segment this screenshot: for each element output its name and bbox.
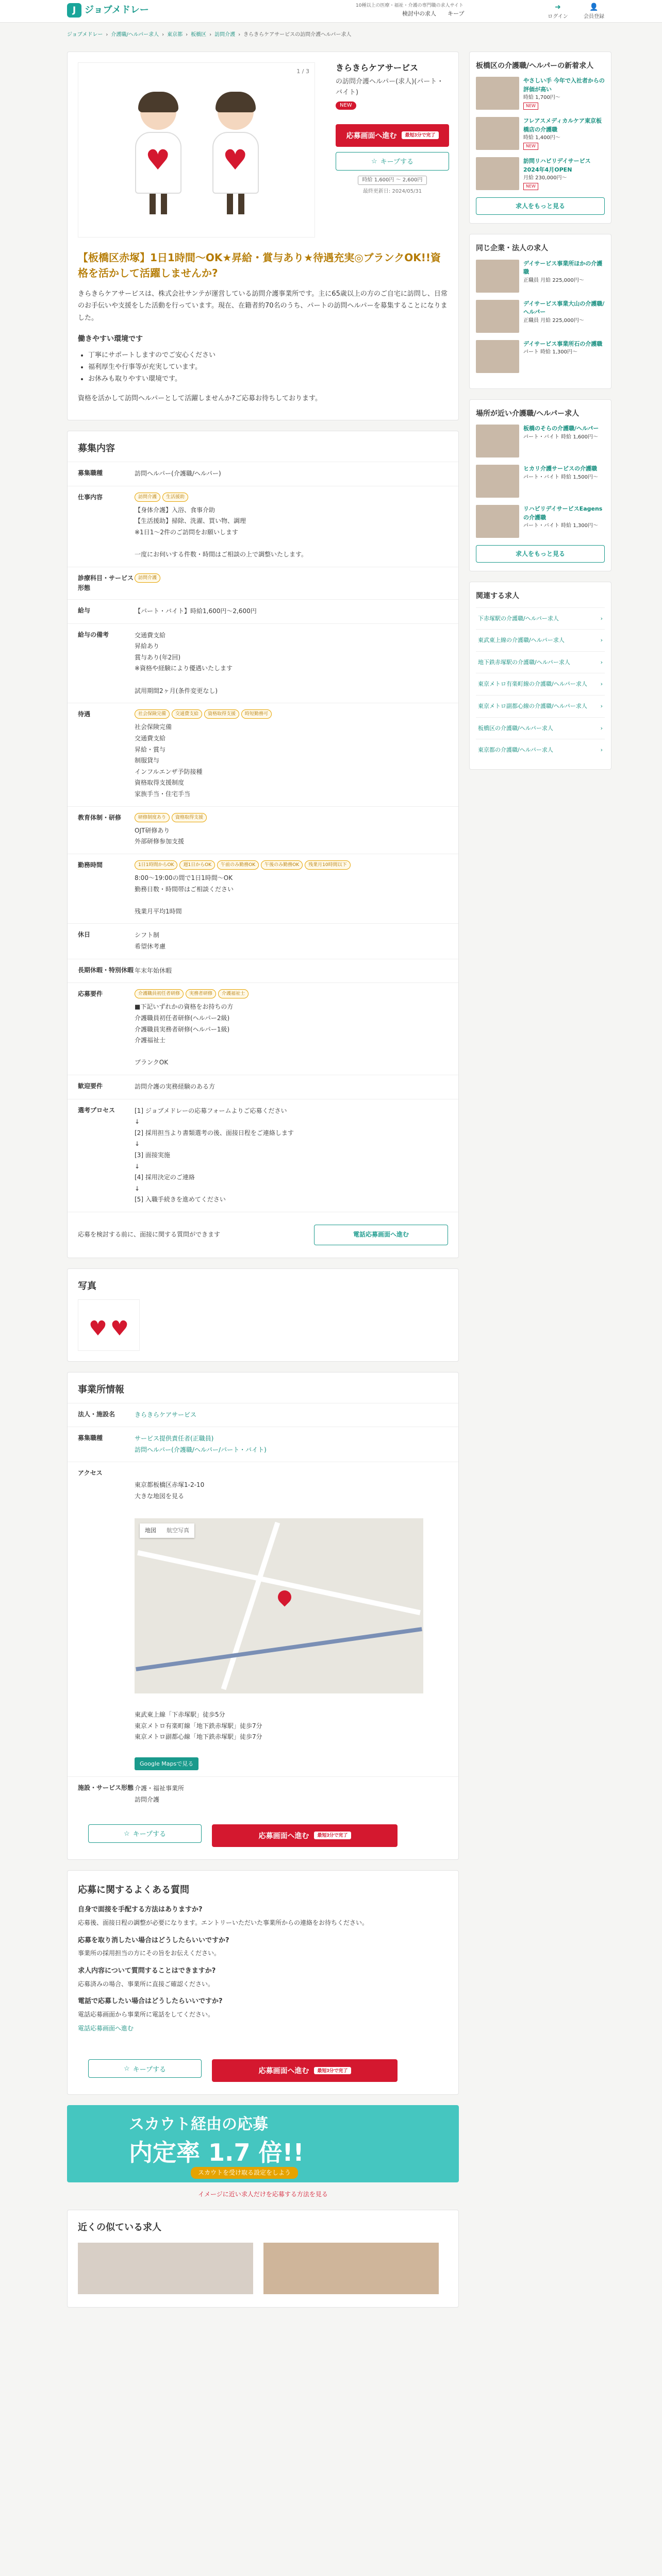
faq-title: 応募に関するよくある質問 bbox=[78, 1884, 189, 1895]
chevron-right-icon: › bbox=[600, 747, 603, 754]
row-key: 仕事内容 bbox=[78, 493, 103, 501]
feature-tag: 時短勤務可 bbox=[241, 709, 272, 719]
row-key: アクセス bbox=[78, 1469, 103, 1477]
recruit-title: 募集内容 bbox=[78, 443, 115, 454]
side-new-jobs bbox=[469, 52, 611, 224]
similar-title: 近くの似ている求人 bbox=[78, 2222, 161, 2233]
related-label: 地下鉄赤塚駅の介護職/ヘルパー求人 bbox=[478, 658, 570, 666]
row-key: 給与の備考 bbox=[78, 631, 109, 638]
keep-button[interactable] bbox=[88, 1824, 202, 1843]
access-lines: 東武東上線「下赤塚駅」徒歩5分 東京メトロ有楽町線「地下鉄赤塚駅」徒歩7分 東京メトロ副都心線「地下鉄赤塚駅」徒歩7分 bbox=[135, 1711, 262, 1741]
side-near-title: 場所が近い介護職/ヘルパー求人 bbox=[476, 409, 580, 418]
recruit-row bbox=[68, 486, 458, 567]
chevron-right-icon: › bbox=[600, 637, 603, 644]
feature-tag: 午後のみ勤務OK bbox=[261, 860, 303, 870]
row-value: 訪問ヘルパー(介護職/ヘルパー) bbox=[135, 469, 221, 477]
feature-tag: 1日1時間からOK bbox=[135, 860, 177, 870]
side-job-tag: NEW bbox=[523, 103, 538, 110]
logo-text: ジョブメドレー bbox=[85, 5, 149, 15]
login-button[interactable] bbox=[541, 2, 574, 21]
address: 東京都板橋区赤塚1-2-10 大きな地図を見る bbox=[135, 1481, 205, 1500]
service-value: 介護・福祉事業所 訪問介護 bbox=[135, 1785, 185, 1804]
faq-answer: 応募済みの場合、事業所に直接ご確認ください。 bbox=[78, 1980, 214, 1988]
row-value-cell bbox=[135, 813, 448, 848]
photos-title: 写真 bbox=[78, 1280, 96, 1292]
catch-points bbox=[88, 349, 448, 385]
feature-tag: 午前のみ勤務OK bbox=[217, 860, 259, 870]
feature-tag: 訪問介護 bbox=[135, 493, 160, 502]
job-photo[interactable] bbox=[78, 62, 315, 238]
side-job-item[interactable] bbox=[476, 117, 605, 150]
row-value: 社会保険完備 交通費支給 昇給・賞与 制服貸与 インフルエンザ予防接種 資格取得支援制度 家族手当・住宅手当 bbox=[135, 723, 203, 798]
row-value-cell bbox=[135, 930, 448, 952]
side-job-salary: 時給 1,400円〜 bbox=[523, 135, 560, 141]
recruit-row bbox=[68, 959, 458, 983]
salary-pill: 時給 1,600円 〜 2,600円 bbox=[358, 176, 427, 185]
side-job-item[interactable] bbox=[476, 425, 605, 457]
feature-tag: 介護職員初任者研修 bbox=[135, 989, 184, 998]
row-value-cell bbox=[135, 860, 448, 918]
faq-question: 求人内容について質問することはできますか? bbox=[78, 1967, 216, 1975]
banner-line1: スカウト経由の応募 bbox=[129, 2115, 268, 2133]
side-job-thumb bbox=[476, 117, 519, 150]
office-row bbox=[68, 1776, 458, 1811]
related-link[interactable] bbox=[476, 695, 605, 717]
row-key: 長期休暇・特別休暇 bbox=[78, 966, 134, 974]
row-key: 募集職種 bbox=[78, 469, 103, 477]
side-job-thumb bbox=[476, 157, 519, 190]
user-icon: 👤 bbox=[589, 3, 599, 11]
related-label: 下赤塚駅の介護職/ヘルパー求人 bbox=[478, 615, 559, 622]
tel-row bbox=[68, 1212, 458, 1258]
star-icon: ☆ bbox=[123, 2064, 130, 2072]
apply-button[interactable] bbox=[212, 1824, 398, 1847]
recruit-row bbox=[68, 1099, 458, 1212]
row-key: 診療科目・サービス形態 bbox=[78, 574, 134, 591]
catch-point: • 丁寧にサポートしますのでご安心ください bbox=[88, 349, 448, 361]
row-key: 教育体制・研修 bbox=[78, 814, 122, 821]
row-value: [1] ジョブメドレーの応募フォームよりご応募ください ↓ [2] 採用担当より書類選考の後、面接日程をご連絡します ↓ [3] 面接実施 ↓ [4] 採用決定のご連絡 ↓ [5] 入職手続きを進めてください bbox=[135, 1107, 294, 1204]
new-badge: NEW bbox=[336, 101, 356, 110]
recruit-row bbox=[68, 623, 458, 703]
related-link[interactable] bbox=[476, 673, 605, 695]
breadcrumb-current: きらきらケアサービスの訪問介護ヘルパー求人 bbox=[243, 32, 352, 38]
side-job-info bbox=[523, 260, 605, 293]
similar-job-thumb[interactable] bbox=[78, 2243, 253, 2294]
side-job-title[interactable]: やさしい手 今年で入社者からの評価が高い bbox=[523, 77, 605, 93]
side-job-thumb bbox=[476, 260, 519, 293]
faq-answer: 電話応募画面から事業所に電話をしてください。 bbox=[78, 2010, 214, 2018]
chevron-right-icon: › bbox=[600, 681, 603, 688]
tel-apply-button[interactable]: 電話応募画面へ進む bbox=[314, 1225, 448, 1245]
row-key: 法人・施設名 bbox=[78, 1410, 115, 1418]
feature-tag: 社会保険完備 bbox=[135, 709, 170, 719]
side-job-info bbox=[523, 465, 605, 498]
row-value: シフト制 希望休考慮 bbox=[135, 931, 166, 951]
side-near-jobs bbox=[469, 399, 611, 571]
recruit-section bbox=[67, 431, 459, 1258]
side-job-tag: NEW bbox=[523, 143, 538, 150]
apply-label: 応募画面へ進む bbox=[346, 131, 397, 140]
catch-end: 資格を活かして訪問ヘルパーとして活躍しませんか?ご応募お待ちしております。 bbox=[78, 394, 322, 402]
side-job-title[interactable]: フレアスメディカルケア東京板橋店の介護職 bbox=[523, 117, 602, 133]
row-value-cell bbox=[135, 468, 448, 480]
tag-list bbox=[135, 573, 448, 583]
faq-answer: 事業所の採用担当の方にその旨をお伝えください。 bbox=[78, 1950, 221, 1957]
photos-section bbox=[67, 1268, 459, 1362]
recruit-row bbox=[68, 462, 458, 486]
side-job-info bbox=[523, 505, 605, 538]
row-value-cell bbox=[135, 965, 448, 977]
register-label: 会員登録 bbox=[584, 14, 604, 20]
site-header bbox=[0, 0, 662, 23]
login-icon: ➜ bbox=[555, 3, 561, 11]
row-value: 交通費支給 昇給あり 賞与あり(年2回) ※資格や経験により優遇いたします 試用期間2ヶ月(条件変更なし) bbox=[135, 631, 233, 694]
side-related bbox=[469, 582, 611, 770]
side-job-salary: パート 時給 1,300円〜 bbox=[523, 349, 577, 355]
feature-tag: 交通費支給 bbox=[172, 709, 202, 719]
map-pin-icon bbox=[275, 1587, 294, 1606]
row-value: 年末年始休暇 bbox=[135, 967, 172, 974]
side-job-salary: 正職員 月給 225,000円〜 bbox=[523, 277, 584, 283]
breadcrumb-item[interactable]: 板橋区 bbox=[191, 32, 207, 38]
side-related-title: 関連する求人 bbox=[476, 592, 519, 601]
side-job-info bbox=[523, 425, 605, 457]
chevron-right-icon: › bbox=[600, 724, 603, 732]
keep-label: キープする bbox=[133, 2065, 166, 2073]
side-job-item[interactable] bbox=[476, 260, 605, 293]
illustration-staff-2: ♥ bbox=[212, 94, 259, 214]
company-name: きらきらケアサービス bbox=[336, 63, 419, 73]
side-job-title[interactable]: ヒカリ介護サービスの介護職 bbox=[523, 465, 597, 472]
side-job-item[interactable] bbox=[476, 505, 605, 538]
job-catch bbox=[68, 250, 458, 404]
job-head-panel bbox=[336, 62, 449, 196]
related-label: 東京都の介護職/ヘルパー求人 bbox=[478, 747, 553, 754]
catch-title: 【板橋区赤塚】1日1時間〜OK★昇給・賞与あり★待遇充実◎ブランクOK!!資格を活かして活躍しませんか? bbox=[78, 251, 441, 279]
apply-note: 最短3分で完了 bbox=[314, 2067, 351, 2075]
row-value-cell bbox=[135, 1106, 448, 1206]
row-key: 応募要件 bbox=[78, 990, 103, 998]
side-job-title[interactable]: リハビリデイサービスEagensの介護職 bbox=[523, 505, 603, 521]
side-job-thumb bbox=[476, 505, 519, 538]
row-value-cell bbox=[135, 630, 448, 697]
catch-subheading: 働きやすい環境です bbox=[78, 335, 143, 344]
banner-link[interactable]: イメージに近い求人だけを応募する方法を見る bbox=[198, 2191, 328, 2198]
similar-job-thumb[interactable] bbox=[263, 2243, 439, 2294]
register-button[interactable] bbox=[577, 2, 610, 21]
side-job-info bbox=[523, 157, 605, 190]
side-job-title[interactable]: デイサービス事業所ほかの介護職 bbox=[523, 260, 603, 276]
row-value-cell bbox=[135, 493, 448, 561]
feature-tag: 介護福祉士 bbox=[218, 989, 249, 998]
tag-list bbox=[135, 709, 448, 719]
row-key: 休日 bbox=[78, 931, 91, 939]
faq-question: 自身で面接を手配する方法はありますか? bbox=[78, 1906, 203, 1914]
recruit-row bbox=[68, 567, 458, 599]
related-link[interactable] bbox=[476, 739, 605, 761]
feature-tag: 資格取得支援 bbox=[204, 709, 239, 719]
faq-tel-link[interactable]: 電話応募画面へ進む bbox=[78, 2025, 134, 2032]
related-link[interactable] bbox=[476, 629, 605, 651]
banner-sub: スカウトを受け取る設定をしよう bbox=[191, 2167, 298, 2179]
feature-tag: 残業月10時間以下 bbox=[305, 860, 350, 870]
feature-tag: 実務者研修 bbox=[186, 989, 216, 998]
side-job-item[interactable] bbox=[476, 77, 605, 110]
side-job-salary: 時給 1,700円〜 bbox=[523, 95, 560, 101]
side-job-salary: 月給 230,000円〜 bbox=[523, 175, 567, 181]
heart-icon: ♥ bbox=[89, 1316, 107, 1341]
row-value-cell bbox=[135, 606, 448, 617]
side-job-thumb bbox=[476, 300, 519, 333]
row-value-cell bbox=[135, 989, 448, 1069]
office-action-buttons bbox=[68, 1812, 458, 1859]
map[interactable] bbox=[135, 1518, 423, 1693]
side-more-button[interactable]: 求人をもっと見る bbox=[476, 545, 605, 563]
chevron-right-icon: › bbox=[600, 702, 603, 709]
breadcrumb-item[interactable]: ジョブメドレー bbox=[67, 32, 103, 38]
side-job-info bbox=[523, 340, 605, 373]
heart-icon: ♥ bbox=[110, 1316, 129, 1341]
office-title: 事業所情報 bbox=[78, 1384, 124, 1395]
map-type-tabs bbox=[140, 1523, 194, 1538]
faq-question: 電話で応募したい場合はどうしたらいいですか? bbox=[78, 1997, 223, 2006]
similar-section bbox=[67, 2210, 459, 2308]
side-job-title[interactable]: 訪問リハビリデイサービス2024年4月OPEN bbox=[523, 158, 591, 173]
side-job-salary: パート・バイト 時給 1,600円〜 bbox=[523, 434, 598, 440]
side-job-title[interactable]: デイサービス事業大山の介護職/ヘルパー bbox=[523, 300, 605, 316]
feature-tag: 資格取得支援 bbox=[172, 813, 207, 822]
office-row bbox=[68, 1462, 458, 1776]
side-more-button[interactable]: 求人をもっと見る bbox=[476, 197, 605, 215]
related-label: 東京メトロ副都心線の介護職/ヘルパー求人 bbox=[478, 702, 587, 709]
related-label: 板橋区の介護職/ヘルパー求人 bbox=[478, 724, 553, 732]
photo-thumbnail[interactable] bbox=[78, 1299, 140, 1351]
side-job-title[interactable]: デイサービス事業所石の介護職 bbox=[523, 340, 603, 347]
row-key: 待遇 bbox=[78, 710, 91, 718]
star-icon: ☆ bbox=[123, 1829, 130, 1837]
related-label: 東京メトロ有楽町線の介護職/ヘルパー求人 bbox=[478, 681, 587, 688]
recruit-row bbox=[68, 923, 458, 958]
feature-tag: 生活援助 bbox=[162, 493, 188, 502]
side-new-title: 板橋区の介護職/ヘルパーの新着求人 bbox=[476, 62, 594, 70]
breadcrumb-item[interactable]: 東京都 bbox=[167, 32, 183, 38]
side-job-item[interactable] bbox=[476, 465, 605, 498]
row-value: ■下記いずれかの資格をお持ちの方 介護職員初任者研修(ヘルパー2級) 介護職員実務者研修(ヘルパー1級) 介護福祉士 ブランクOK bbox=[135, 1003, 234, 1066]
feature-tag: 週1日からOK bbox=[179, 860, 215, 870]
related-link[interactable] bbox=[476, 717, 605, 739]
side-job-salary: 正職員 月給 225,000円〜 bbox=[523, 317, 584, 324]
tag-list bbox=[135, 860, 448, 870]
side-job-info bbox=[523, 300, 605, 333]
office-name-link[interactable]: きらきらケアサービス bbox=[135, 1411, 197, 1418]
nav-keep[interactable]: キープ bbox=[448, 10, 465, 17]
illustration-staff-1: ♥ bbox=[135, 94, 181, 214]
row-key: 歓迎要件 bbox=[78, 1082, 103, 1090]
side-job-thumb bbox=[476, 340, 519, 373]
tag-list bbox=[135, 493, 448, 502]
row-value: 【パート・バイト】時給1,600円〜2,600円 bbox=[135, 607, 257, 615]
feature-tag: 訪問介護 bbox=[135, 573, 160, 583]
catch-point: • お休みも取りやすい環境です。 bbox=[88, 373, 448, 385]
scout-banner[interactable] bbox=[67, 2105, 459, 2182]
row-key: 勤務時間 bbox=[78, 861, 103, 869]
keep-label: キープする bbox=[133, 1830, 166, 1838]
side-job-item[interactable] bbox=[476, 300, 605, 333]
recruit-row bbox=[68, 1075, 458, 1099]
faq-action-buttons bbox=[68, 2047, 458, 2094]
side-job-info bbox=[523, 117, 605, 150]
row-value: OJT研修あり 外部研修参加支援 bbox=[135, 826, 185, 845]
faq-question: 応募を取り消したい場合はどうしたらいいですか? bbox=[78, 1936, 229, 1944]
recruit-row bbox=[68, 703, 458, 806]
google-maps-button[interactable]: Google Mapsで見る bbox=[135, 1757, 198, 1771]
logo-mark-icon: J bbox=[67, 3, 81, 18]
row-key: 募集職種 bbox=[78, 1434, 103, 1442]
side-job-thumb bbox=[476, 77, 519, 110]
row-value-cell bbox=[135, 1081, 448, 1093]
job-title: の訪問介護ヘルパー(求人)(パート・バイト) bbox=[336, 78, 444, 97]
site-logo[interactable] bbox=[67, 3, 149, 18]
nav-considering[interactable]: 検討中の求人 bbox=[402, 10, 436, 17]
recruit-row bbox=[68, 806, 458, 854]
chevron-right-icon: › bbox=[600, 615, 603, 622]
apply-note: 最短3分で完了 bbox=[314, 1832, 351, 1839]
tag-list bbox=[135, 813, 448, 822]
row-value: 訪問介護の実務経験のある方 bbox=[135, 1083, 216, 1091]
row-value: 【身体介護】入浴、食事介助 【生活援助】掃除、洗濯、買い物、調理 ※1日1〜2件のご訪問をお願いします 一度にお伺いする件数・時間はご相談の上で調整いたします。 bbox=[135, 506, 308, 558]
side-job-title[interactable]: 板橋のそらの介護職/ヘルパー bbox=[523, 425, 599, 432]
apply-button[interactable] bbox=[336, 124, 449, 147]
row-key: 施設・サービス形態 bbox=[78, 1784, 134, 1792]
faq-answer: 応募後、面接日程の調整が必要になります。エントリーいただいた事業所からの連絡をお待ちください。 bbox=[78, 1919, 369, 1927]
header-tagline: 10種以上の医療・福祉・介護の専門職の求人サイト bbox=[356, 3, 464, 8]
breadcrumb: ジョブメドレー › 介護職/ヘルパー求人 › 東京都 › 板橋区 › 訪問介護 › きらきらケアサービスの訪問介護ヘルパー求人 bbox=[67, 31, 351, 39]
feature-tag: 研修制度あり bbox=[135, 813, 170, 822]
side-job-thumb bbox=[476, 465, 519, 498]
tag-list bbox=[135, 989, 448, 998]
updated-date: 最終更新日: 2024/05/31 bbox=[362, 188, 422, 194]
row-value-cell bbox=[135, 573, 448, 593]
banner-line2: 内定率 1.7 倍!! bbox=[129, 2139, 304, 2166]
chevron-right-icon: › bbox=[600, 658, 603, 666]
login-label: ログイン bbox=[548, 14, 568, 20]
apply-note: 最短3分で完了 bbox=[402, 131, 438, 139]
office-jobs[interactable]: サービス提供責任者(正職員) 訪問ヘルパー(介護職/ヘルパー/パート・バイト) bbox=[135, 1435, 267, 1453]
breadcrumb-item[interactable]: 訪問介護 bbox=[214, 32, 236, 38]
side-job-item[interactable] bbox=[476, 340, 605, 373]
office-row bbox=[68, 1427, 458, 1462]
side-job-tag: NEW bbox=[523, 183, 538, 190]
photo-counter: 1 / 3 bbox=[296, 68, 309, 75]
faq-section bbox=[67, 1870, 459, 2095]
row-key: 給与 bbox=[78, 607, 91, 615]
office-section bbox=[67, 1372, 459, 1860]
star-icon: ☆ bbox=[371, 157, 377, 165]
side-job-salary: パート・バイト 時給 1,300円〜 bbox=[523, 523, 598, 529]
recruit-row bbox=[68, 599, 458, 623]
recruit-row bbox=[68, 854, 458, 924]
catch-point: • 福利厚生や行事等が充実しています。 bbox=[88, 361, 448, 373]
side-job-info bbox=[523, 77, 605, 110]
related-label: 東武東上線の介護職/ヘルパー求人 bbox=[478, 637, 565, 644]
tel-note: 応募を検討する前に、面接に関する質問ができます bbox=[78, 1231, 221, 1239]
related-link[interactable] bbox=[476, 607, 605, 630]
recruit-row bbox=[68, 982, 458, 1075]
catch-body: きらきらケアサービスは、株式会社サンテが運営している訪問介護事業所です。主に65歳以上の方のご自宅に訪問し、日常のお手伝いや支援をした活動を行っています。現在、在籍者約70名のうち、パートの訪問ヘルパーを募集することになりました。 bbox=[78, 290, 448, 322]
office-row bbox=[68, 1403, 458, 1427]
apply-button[interactable] bbox=[212, 2059, 398, 2082]
row-value: 8:00〜19:00の間で1日1時間〜OK 勤務日数・時間帯はご相談ください 残業月平均1時間 bbox=[135, 874, 234, 915]
keep-button[interactable] bbox=[88, 2059, 202, 2078]
related-link[interactable] bbox=[476, 651, 605, 673]
apply-label: 応募画面へ進む bbox=[258, 2066, 309, 2075]
side-job-thumb bbox=[476, 425, 519, 457]
apply-label: 応募画面へ進む bbox=[258, 1831, 309, 1840]
side-job-item[interactable] bbox=[476, 157, 605, 190]
keep-button[interactable] bbox=[336, 152, 449, 171]
map-tab[interactable]: 地図 bbox=[145, 1527, 156, 1534]
map-tab[interactable]: 航空写真 bbox=[167, 1527, 189, 1534]
side-job-salary: パート・バイト 時給 1,500円〜 bbox=[523, 474, 598, 480]
header-nav bbox=[402, 9, 464, 19]
breadcrumb-item[interactable]: 介護職/ヘルパー求人 bbox=[111, 32, 159, 38]
job-summary-card bbox=[67, 52, 459, 420]
row-key: 選考プロセス bbox=[78, 1106, 115, 1114]
row-value-cell bbox=[135, 709, 448, 800]
keep-label: キープする bbox=[380, 158, 413, 166]
side-same-jobs bbox=[469, 234, 611, 388]
side-same-title: 同じ企業・法人の求人 bbox=[476, 244, 548, 253]
